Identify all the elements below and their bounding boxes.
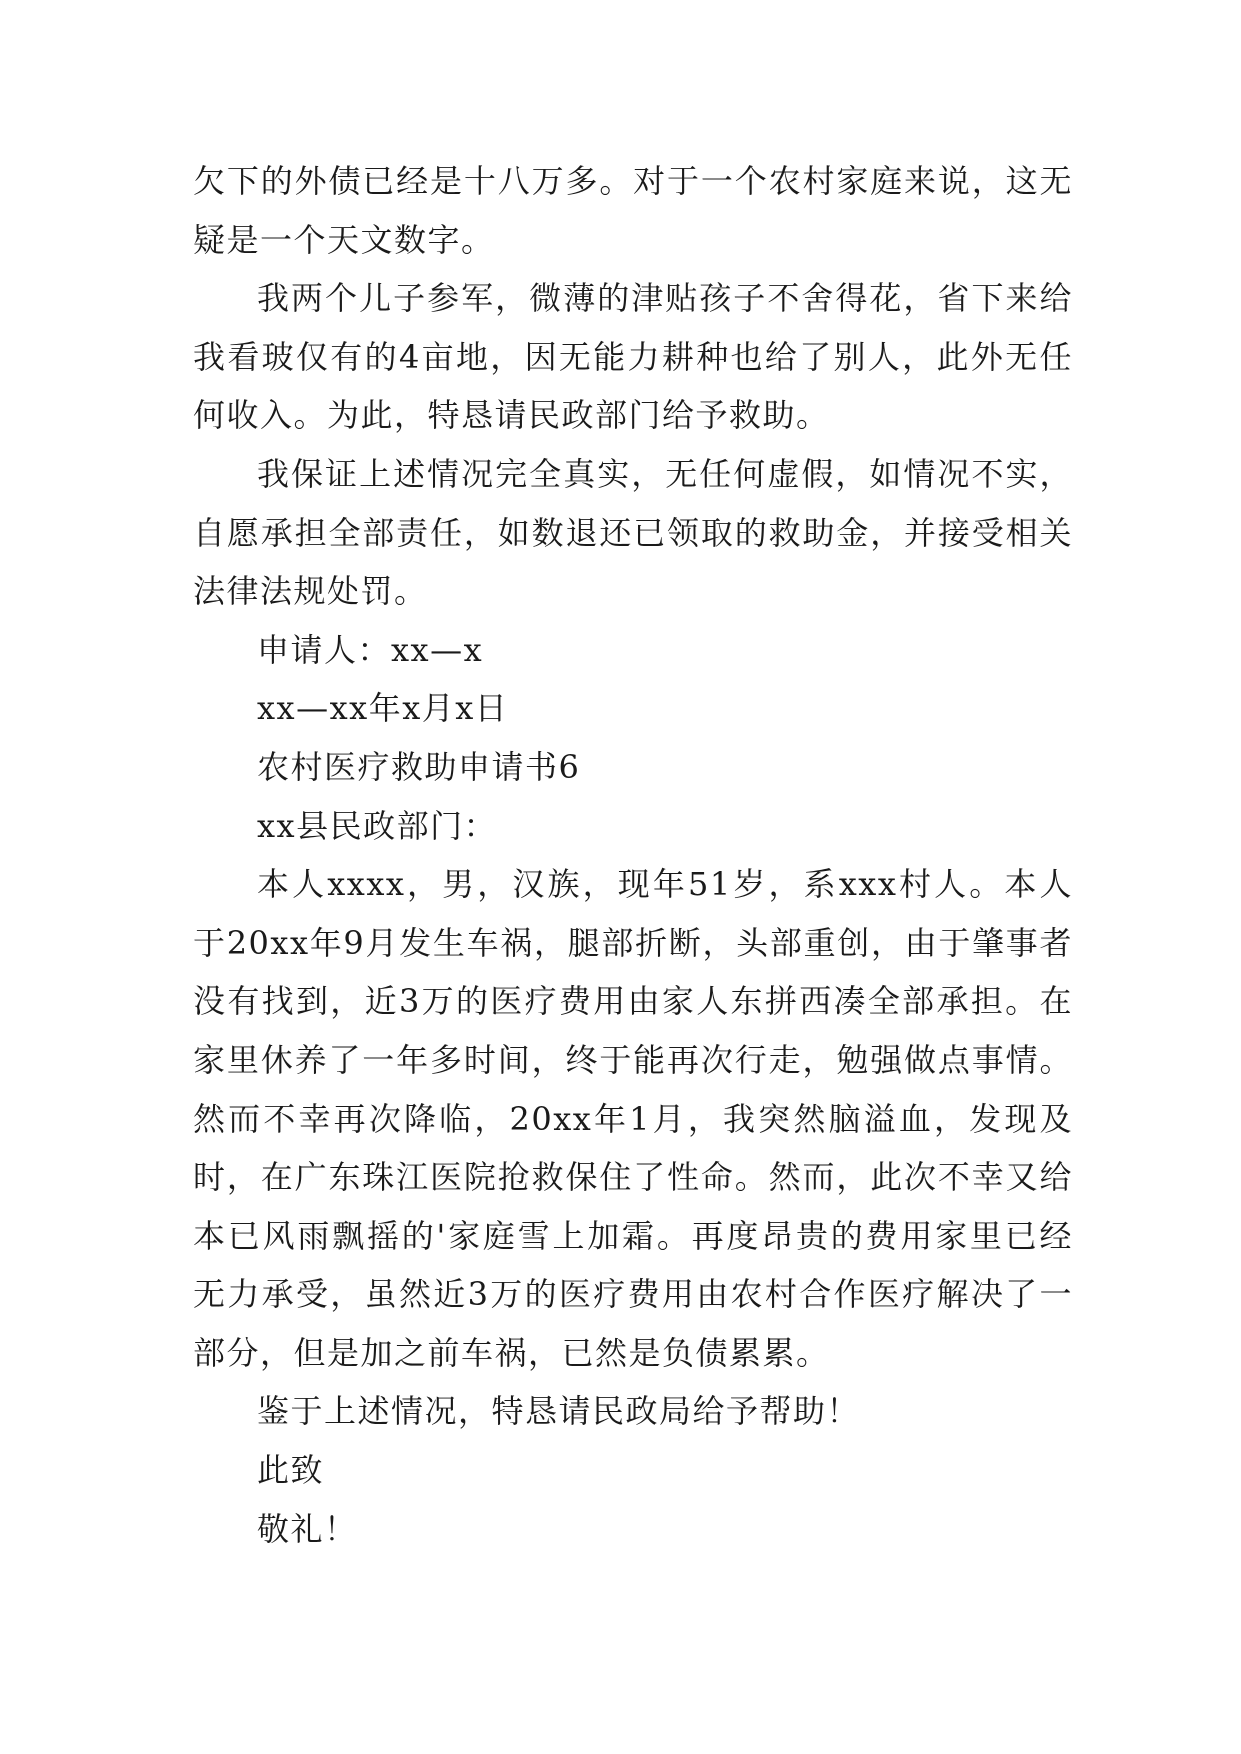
document-body — [193, 152, 1073, 1558]
paragraph-guarantee: 我保证上述情况完全真实，无任何虚假，如情况不实，自愿承担全部责任，如数退还已领取的救助金，并接受相关法律法规处罚。 — [193, 454, 1073, 611]
applicant-line: 申请人：xx—x — [257, 630, 484, 669]
paragraph-sons: 我两个儿子参军，微薄的津贴孩子不舍得花，省下来给我看玻仅有的4亩地，因无能力耕种也给了别人，此外无任何收入。为此，特恳请民政部门给予救助。 — [193, 279, 1073, 435]
date-line: xx—xx年x月x日 — [257, 689, 509, 728]
closing-jingli: 敬礼！ — [257, 1509, 358, 1548]
section-title: 农村医疗救助申请书6 — [257, 747, 581, 786]
paragraph-situation: 本人xxxx，男，汉族，现年51岁，系xxx村人。本人于20xx年9月发生车祸，腿部折断，头部重创，由于肇事者没有找到，近3万的医疗费用由家人东拼西凑全部承担。在家里休养了一年多时间，终于能再次行走，勉强做点事情。然而不幸再次降临，20xx年1月，我突然脑溢血，发现及时，在广东珠江医院抢救保住了性命。然而，此次不幸又给本已风雨飘摇的'家庭雪上加霜。再度昂贵的费用家里已经无力承受，虽然近3万的医疗费用由农村合作医疗解决了一部分，但是加之前车祸，已然是负债累累。 — [193, 865, 1073, 1372]
salutation: xx县民政部门： — [257, 806, 498, 845]
paragraph-debt: 欠下的外债已经是十八万多。对于一个农村家庭来说，这无疑是一个天文数字。 — [193, 162, 1073, 259]
closing-cizhi: 此致 — [257, 1451, 325, 1490]
paragraph-request: 鉴于上述情况，特恳请民政局给予帮助！ — [257, 1392, 861, 1431]
